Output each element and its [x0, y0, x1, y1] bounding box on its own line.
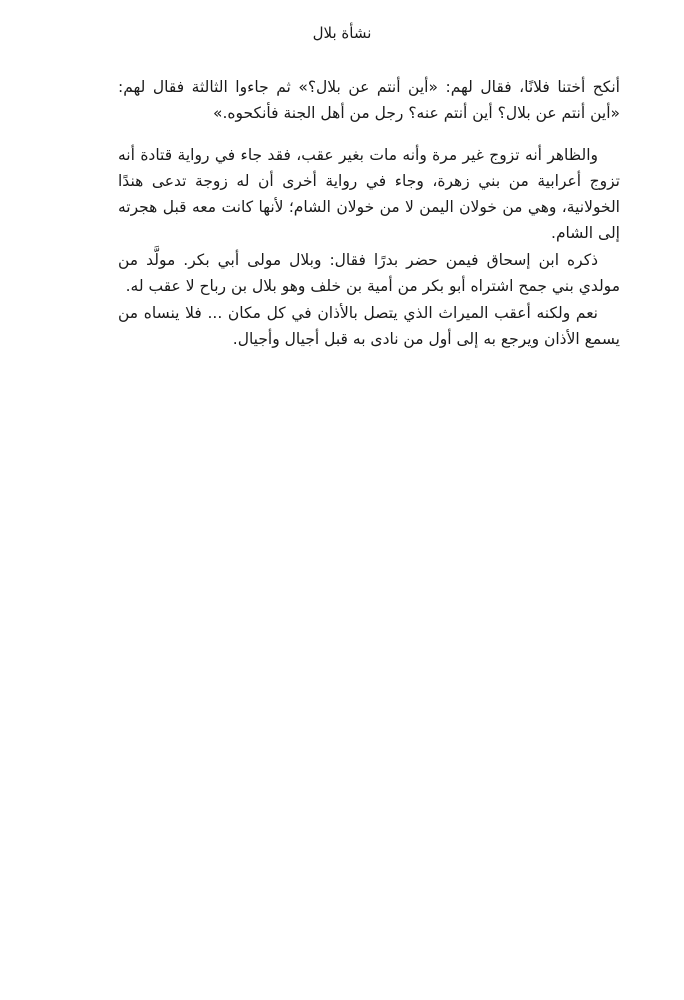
paragraph-marriage: والظاهر أنه تزوج غير مرة وأنه مات بغير عقب، فقد جاء في رواية قتادة أنه تزوج أعرابية من بني زهرة، وجاء في رواية أخرى أن له زوجة تدعى هندًا الخولانية، وهي من خولان اليمن لا من خولان الشام؛ لأنها كانت معه قبل هجرته إلى الشام.	[118, 146, 620, 242]
body-text	[118, 74, 620, 353]
paragraph-quote-continuation: أنكح أختنا فلانًا، فقال لهم: «أين أنتم عن بلال؟» ثم جاءوا الثالثة فقال لهم: «أين أنتم عن بلال؟ أين أنتم عنه؟ رجل من أهل الجنة فأنكحوه.»	[118, 78, 620, 122]
paragraph-adhan-legacy: نعم ولكنه أعقب الميراث الذي يتصل بالأذان في كل مكان ... فلا ينساه من يسمع الأذان ويرجع به إلى أول من نادى به قبل أجيال وأجيال.	[118, 304, 620, 348]
paragraph-ibn-ishaq: ذكره ابن إسحاق فيمن حضر بدرًا فقال: وبلال مولى أبي بكر. مولَّد من مولدي بني جمح اشتراه أبو بكر من أمية بن خلف وهو بلال بن رباح لا عقب له.	[118, 251, 620, 295]
running-header: نشأة بلال	[312, 24, 372, 42]
